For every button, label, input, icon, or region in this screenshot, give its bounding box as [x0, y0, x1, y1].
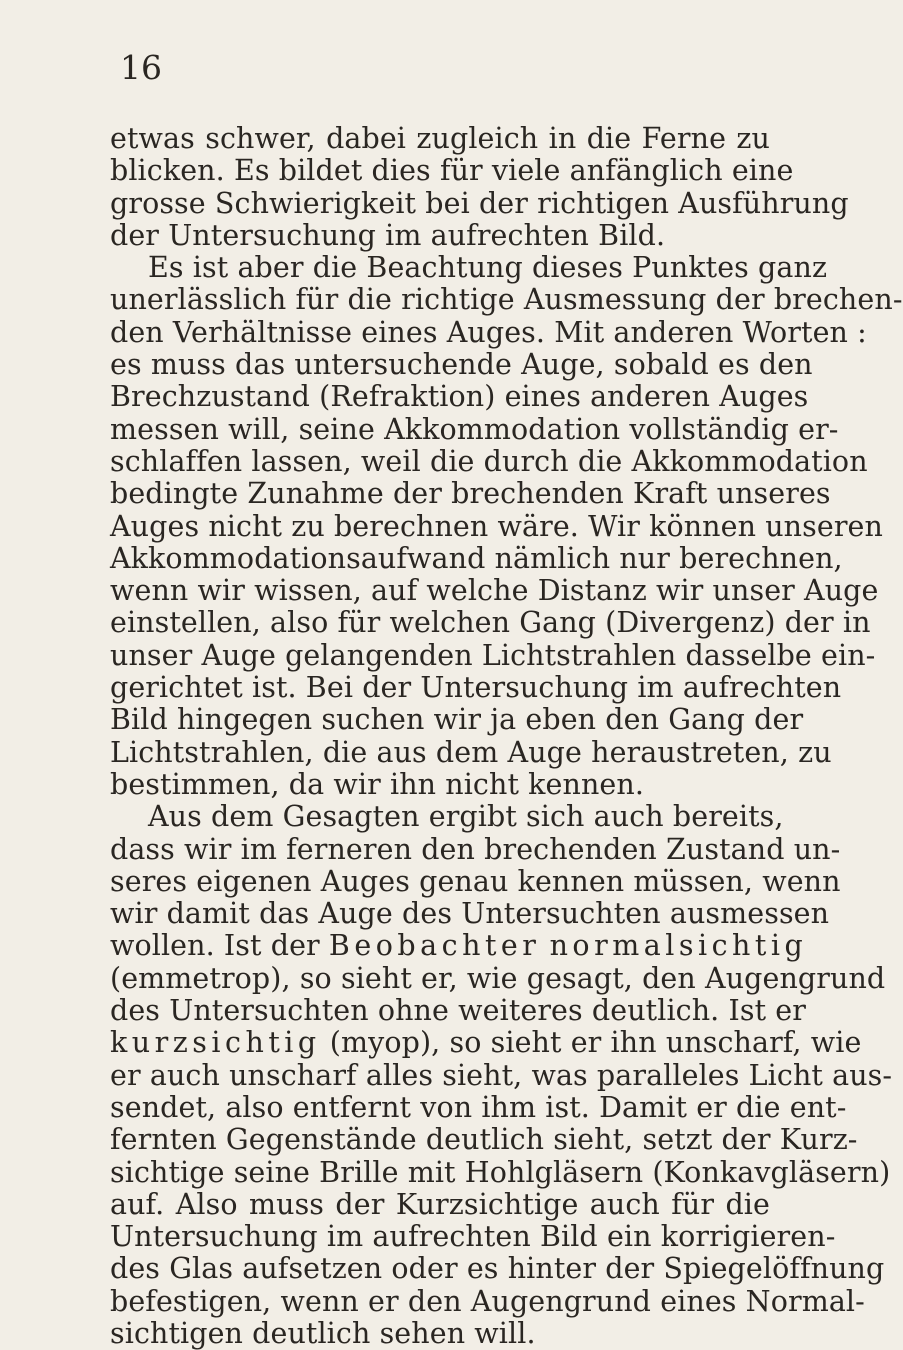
text-line: Bild hingegen suchen wir ja eben den Gang der	[110, 703, 804, 737]
text-line: Lichtstrahlen, die aus dem Auge heraustreten, zu	[110, 735, 832, 769]
emphasized-term: Beobachter	[328, 929, 541, 963]
emphasized-term: normalsichtig	[549, 929, 808, 963]
text-line: dass wir im ferneren den brechenden Zustand un-	[110, 832, 841, 866]
text-segment: wollen. Ist der	[110, 929, 329, 963]
text-line: gerichtet ist. Bei der Untersuchung im aufrechten	[110, 671, 842, 705]
text-line: messen will, seine Akkommodation vollständig er-	[110, 412, 839, 446]
text-line: einstellen, also für welchen Gang (Divergenz) der in	[110, 606, 871, 640]
text-segment: (myop), so sieht er ihn unscharf, wie	[320, 1026, 862, 1060]
body-text	[110, 122, 903, 1350]
text-line: sichtige seine Brille mit Hohlgläsern (Konkavgläsern)	[110, 1155, 891, 1189]
text-line: des Glas aufsetzen oder es hinter der Spiegelöffnung	[110, 1252, 885, 1286]
text-line: es muss das untersuchende Auge, sobald es den	[110, 348, 813, 382]
text-line: Untersuchung im aufrechten Bild ein korrigieren-	[110, 1220, 836, 1254]
text-line-with-emphasis	[110, 929, 808, 963]
text-line: fernten Gegenstände deutlich sieht, setzt der Kurz-	[110, 1123, 858, 1157]
text-line: bedingte Zunahme der brechenden Kraft unseres	[110, 477, 831, 511]
text-line: schlaffen lassen, weil die durch die Akkommodation	[110, 444, 868, 478]
text-line: befestigen, wenn er den Augengrund eines Normal-	[110, 1284, 865, 1318]
text-line: wenn wir wissen, auf welche Distanz wir unser Auge	[110, 574, 879, 608]
text-line: (emmetrop), so sieht er, wie gesagt, den Augengrund	[110, 961, 886, 995]
text-line: unerlässlich für die richtige Ausmessung der brechen-	[110, 283, 903, 317]
text-line: grosse Schwierigkeit bei der richtigen Ausführung	[110, 186, 849, 220]
text-line: sendet, also entfernt von ihm ist. Damit er die ent-	[110, 1090, 847, 1124]
text-line: bestimmen, da wir ihn nicht kennen.	[110, 767, 644, 801]
text-line: er auch unscharf alles sieht, was paralleles Licht aus-	[110, 1058, 893, 1092]
text-line: des Untersuchten ohne weiteres deutlich. Ist er	[110, 994, 806, 1028]
text-line: unser Auge gelangenden Lichtstrahlen dasselbe ein-	[110, 638, 876, 672]
text-segment	[540, 929, 549, 962]
text-line: sichtigen deutlich sehen will.	[110, 1316, 536, 1350]
emphasized-term: kurzsichtig	[110, 1026, 321, 1060]
text-line: Brechzustand (Refraktion) eines anderen Auges	[110, 380, 809, 414]
text-line: Auges nicht zu berechnen wäre. Wir können unseren	[110, 509, 883, 543]
text-line: wir damit das Auge des Untersuchten ausmessen	[110, 897, 830, 931]
text-line: Akkommodationsaufwand nämlich nur berechnen,	[110, 541, 843, 575]
text-line: auf. Also muss der Kurzsichtige auch für die	[110, 1187, 770, 1221]
text-line-with-emphasis	[110, 1026, 862, 1060]
text-line: blicken. Es bildet dies für viele anfänglich eine	[110, 154, 794, 188]
text-line: der Untersuchung im aufrechten Bild.	[110, 218, 666, 252]
text-line: seres eigenen Auges genau kennen müssen, wenn	[110, 864, 841, 898]
page-number: 16	[120, 48, 162, 87]
text-line: Aus dem Gesagten ergibt sich auch bereits,	[148, 800, 784, 834]
text-line: Es ist aber die Beachtung dieses Punktes ganz	[148, 251, 828, 285]
text-line: den Verhältnisse eines Auges. Mit anderen Worten :	[110, 315, 867, 349]
text-line: etwas schwer, dabei zugleich in die Ferne zu	[110, 122, 770, 155]
